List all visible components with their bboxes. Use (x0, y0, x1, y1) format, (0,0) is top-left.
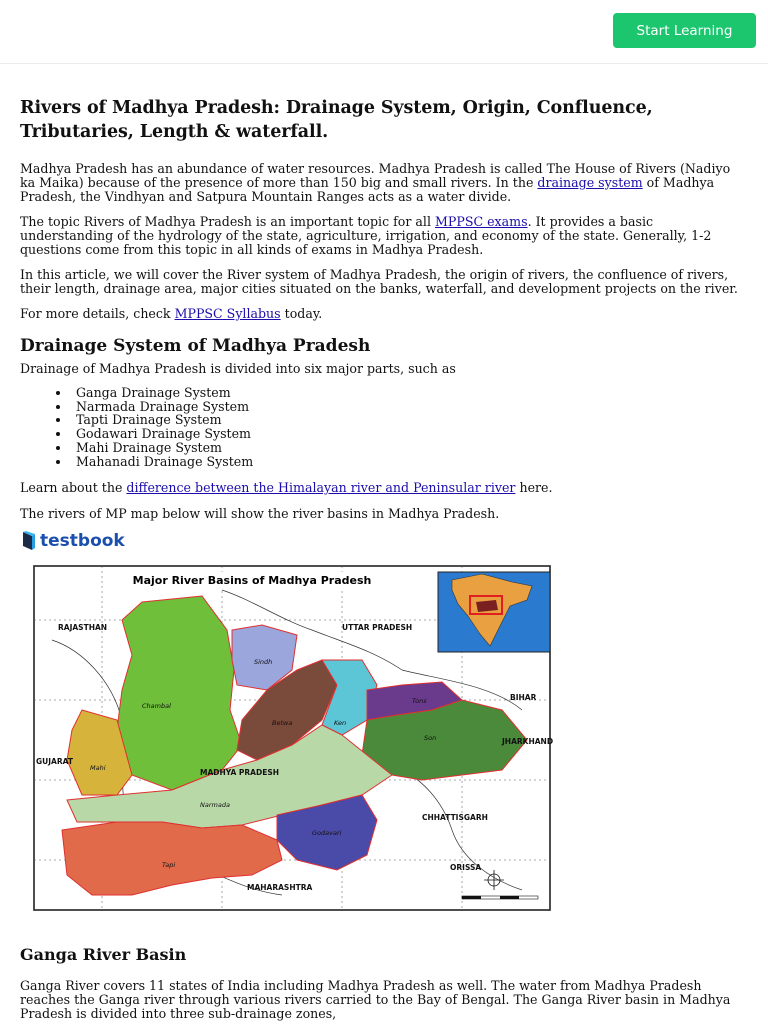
mppsc-exams-link[interactable]: MPPSC exams (434, 214, 528, 229)
intro-paragraph: Madhya Pradesh has an abundance of water resources. Madhya Pradesh is called The House of Rivers (Nadiyo ka Maika) because of the presence of more than 150 big and small rivers. In the drainage system of Madhya Pradesh, the Vindhyan and Satpura Mountain Ranges acts as a water divide. (20, 161, 731, 204)
drainage-list (76, 386, 253, 468)
testbook-logo-icon (20, 531, 36, 551)
mppsc-syllabus-link[interactable]: MPPSC Syllabus (174, 306, 281, 321)
map-intro: The rivers of MP map below will show the river basins in Madhya Pradesh. (20, 506, 500, 521)
coverage-paragraph: In this article, we will cover the River system of Madhya Pradesh, the origin of rivers, the confluence of rivers, their length, drainage area, major cities situated on the banks, waterfall, and development projects on the river. (20, 267, 738, 296)
drainage-intro: Drainage of Madhya Pradesh is divided into six major parts, such as (20, 361, 456, 376)
list-item: Mahanadi Drainage System (76, 455, 253, 469)
label-orissa: ORISSA (450, 863, 482, 872)
label-maharashtra: MAHARASHTRA (247, 883, 313, 892)
testbook-logo: testbook (20, 529, 125, 553)
list-item: Godawari Drainage System (76, 427, 253, 441)
drainage-heading: Drainage System of Madhya Pradesh (20, 336, 371, 356)
ganga-paragraph: Ganga River covers 11 states of India including Madhya Pradesh as well. The water from Madhya Pradesh reaches the Ganga river through various rivers carried to the Bay of Bengal. The Ganga River basin in Madhya Pradesh is divided into three sub-drainage zones, (20, 978, 731, 1021)
details-paragraph: For more details, check MPPSC Syllabus today. (20, 306, 323, 321)
label-godavari: Godavari (312, 829, 342, 837)
river-basins-map (22, 560, 560, 918)
label-tapi: Tapi (162, 861, 176, 869)
himalayan-peninsular-link[interactable]: difference between the Himalayan river and Peninsular river (126, 480, 516, 495)
top-bar (0, 0, 768, 64)
map-title: Major River Basins of Madhya Pradesh (132, 574, 372, 587)
label-madhya-pradesh: MADHYA PRADESH (200, 768, 280, 777)
topic-paragraph: The topic Rivers of Madhya Pradesh is an important topic for all MPPSC exams. It provides a basic understanding of the hydrology of the state, agriculture, irrigation, and economy of the state. Generally, 1-2 questions come from this topic in all kinds of exams in Madhya Pradesh. (20, 214, 712, 257)
drainage-system-link[interactable]: drainage system (537, 174, 643, 190)
label-son: Son (424, 734, 437, 742)
learn-paragraph: Learn about the difference between the Himalayan river and Peninsular river here. (20, 480, 553, 495)
list-item: Tapti Drainage System (76, 413, 253, 427)
start-learning-button[interactable]: Start Learning (613, 13, 756, 48)
list-item: Narmada Drainage System (76, 400, 253, 414)
article-title: Rivers of Madhya Pradesh: Drainage System, Origin, Confluence, Tributaries, Length & waterfall. (20, 98, 653, 142)
label-sindh: Sindh (254, 658, 273, 666)
list-item: Mahi Drainage System (76, 441, 253, 455)
label-chhattisgarh: CHHATTISGARH (422, 813, 488, 822)
label-bihar: BIHAR (510, 693, 537, 702)
list-item: Ganga Drainage System (76, 386, 253, 400)
scale-bar (462, 896, 538, 899)
label-narmada: Narmada (200, 801, 230, 809)
label-tons: Tons (412, 697, 427, 705)
label-chambal: Chambal (142, 702, 171, 710)
label-uttar-pradesh: UTTAR PRADESH (342, 623, 413, 632)
label-jharkhand: JHARKHAND (502, 737, 554, 746)
label-rajasthan: RAJASTHAN (58, 623, 108, 632)
article (20, 96, 748, 1021)
ganga-heading: Ganga River Basin (20, 945, 187, 964)
label-ken: Ken (334, 719, 347, 727)
label-betwa: Betwa (272, 719, 293, 727)
chambal-basin (117, 596, 242, 790)
label-gujarat: GUJARAT (36, 757, 73, 766)
label-mahi: Mahi (90, 764, 106, 772)
